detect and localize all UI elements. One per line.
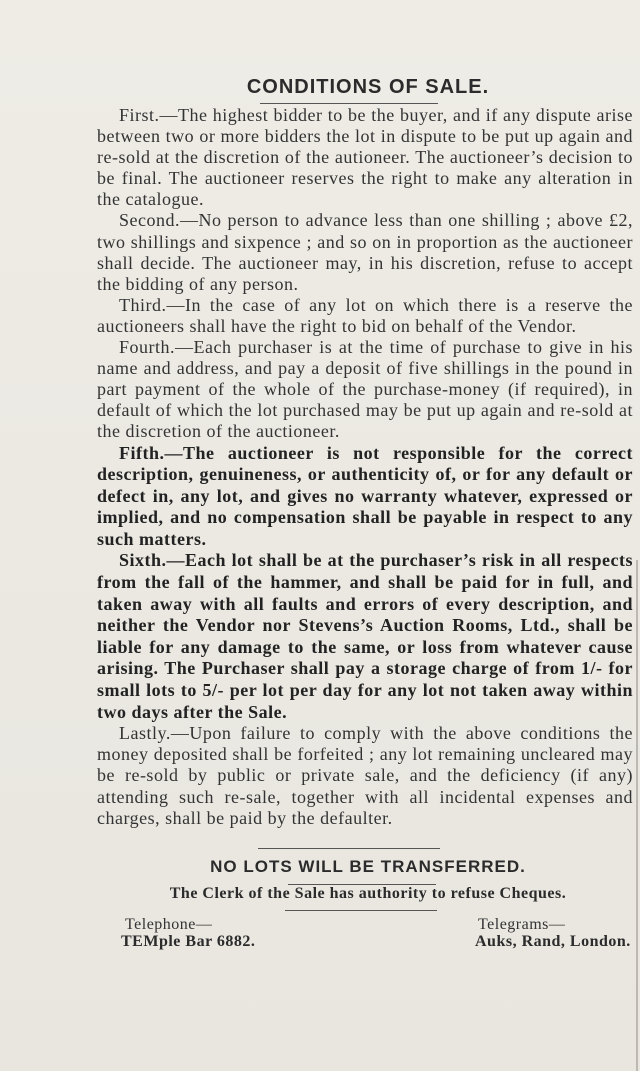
condition-paragraph: Lastly.—Upon failure to comply with the above conditions the money deposited shall be forfeited ; any lot remaining uncleared may be re-sold by public or private sale, and the deficiency (if any) attending such re-sale, together with all incidental expenses and charges, shall be paid by the defaulter.: [97, 723, 633, 828]
page-title: CONDITIONS OF SALE.: [246, 76, 490, 98]
telephone-label: Telephone—: [125, 916, 213, 933]
cheque-rule: [285, 910, 437, 911]
condition-paragraph: Fourth.—Each purchaser is at the time of purchase to give in his name and address, and pay a deposit of five shillings in the pound in part payment of the whole of the purchase-money (if required), in default of which the lot purchased may be put up again and re-sold at the discretion of the auctioneer.: [97, 337, 633, 442]
telephone-number: TEMple Bar 6882.: [121, 933, 256, 950]
telegrams-label: Telegrams—: [478, 916, 566, 933]
page-edge: [636, 560, 638, 1071]
cheque-note: The Clerk of the Sale has authority to refuse Cheques.: [169, 885, 567, 902]
telegrams-address: Auks, Rand, London.: [475, 933, 631, 950]
condition-paragraph: Second.—No person to advance less than one shilling ; above £2, two shillings and sixpence ; and so on in proportion as the auctioneer shall decide. The auctioneer may, in his discretion, refuse to accept the bidding of any person.: [97, 210, 633, 294]
divider-rule: [258, 848, 440, 849]
condition-paragraph: Third.—In the case of any lot on which there is a reserve the auctioneers shall have the right to bid on behalf of the Vendor.: [97, 294, 633, 336]
condition-paragraph: First.—The highest bidder to be the buyer, and if any dispute arise between two or more bidders the lot in dispute to be put up again and re-sold at the discretion of the autioneer. The auctioneer’s decision to be final. The auctioneer reserves the right to make any alteration in the catalogue.: [97, 105, 633, 210]
condition-paragraph: Sixth.—Each lot shall be at the purchaser’s risk in all respects from the fall of the hammer, and shall be paid for in full, and taken away with all faults and errors of every description, and neither the Vendor nor Stevens’s Auction Rooms, Ltd., shall be liable for any damage to the same, or loss from whatever cause arising. The Purchaser shall pay a storage charge of from 1/- for small lots to 5/- per lot per day for any lot not taken away within two days after the Sale.: [97, 550, 633, 722]
conditions-body: [97, 105, 633, 829]
title-rule: [260, 103, 438, 104]
no-transfer-notice: NO LOTS WILL BE TRANSFERRED.: [210, 857, 526, 876]
condition-paragraph: Fifth.—The auctioneer is not responsible for the correct description, genuineness, or authenticity of, or for any default or defect in, any lot, and gives no warranty whatever, expressed or implied, and no compensation shall be payable in respect to any such matters.: [97, 442, 633, 549]
